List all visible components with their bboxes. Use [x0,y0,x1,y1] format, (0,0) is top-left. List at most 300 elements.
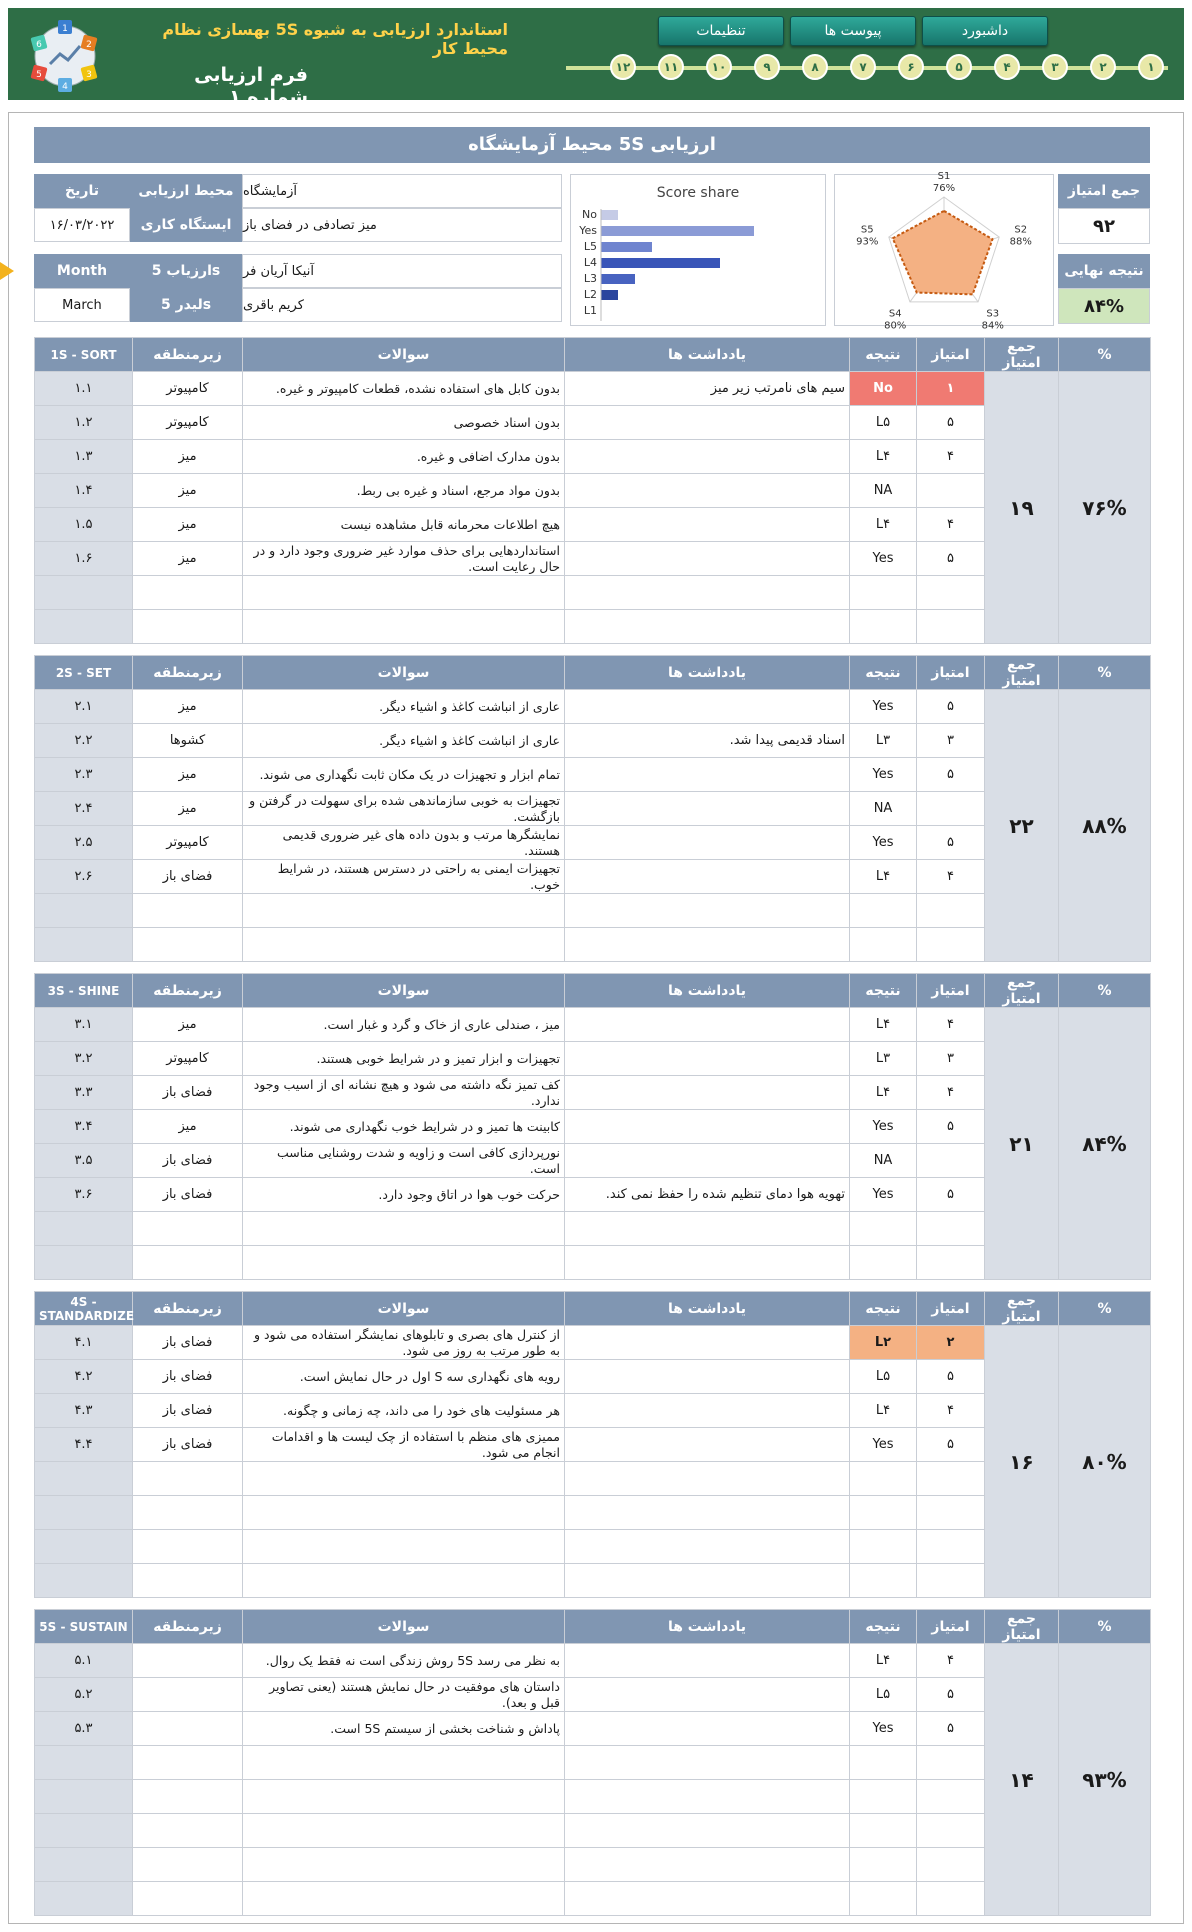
row-note[interactable] [565,610,850,644]
leader-value[interactable]: کریم باقری [242,288,562,322]
form-number-button[interactable]: ۲ [1090,54,1116,80]
final-result-value: ۸۴% [1058,288,1150,324]
row-points: ۴ [917,440,985,474]
row-subzone[interactable]: میز [133,1008,243,1042]
row-question [243,610,565,644]
row-index: ۲.۴ [35,792,133,826]
row-result[interactable]: NA [850,1144,917,1178]
row-points: ۴ [917,1008,985,1042]
row-subzone[interactable] [133,1746,243,1780]
row-result[interactable]: L۴ [850,1076,917,1110]
row-result[interactable]: L۴ [850,1644,917,1678]
form-number-button[interactable]: ۶ [898,54,924,80]
row-index: ۳.۶ [35,1178,133,1212]
row-result[interactable]: No [850,372,917,406]
table-row [35,1814,1151,1848]
logo-num: 1 [62,24,68,34]
table-row [35,406,1151,440]
row-result[interactable] [850,576,917,610]
row-question [243,1530,565,1564]
row-note[interactable]: تهویه هوا دمای تنظیم شده را حفظ نمی کند. [565,1178,850,1212]
col-subzone: زیرمنطقه [133,974,243,1008]
row-question: تجهیزات به خوبی سازماندهی شده برای سهولت در گرفتن و بازگشت. [243,792,565,826]
row-question [243,1496,565,1530]
row-index: ۲.۱ [35,690,133,724]
row-subzone[interactable] [133,1814,243,1848]
score-share-bar [601,290,618,300]
table-row [35,1212,1151,1246]
row-question [243,894,565,928]
table-row [35,894,1151,928]
form-number-button[interactable]: ۳ [1042,54,1068,80]
row-note[interactable] [565,1496,850,1530]
row-result[interactable] [850,928,917,962]
row-subzone[interactable] [133,1848,243,1882]
score-share-tick-label: L3 [583,272,597,285]
score-share-bar [601,210,618,220]
row-subzone[interactable]: میز [133,1110,243,1144]
row-subzone[interactable]: فضای باز [133,1394,243,1428]
row-index [35,1882,133,1916]
table-row [35,1678,1151,1712]
row-note[interactable] [565,928,850,962]
row-note[interactable] [565,1882,850,1916]
dashboard-button[interactable]: داشبورد [922,16,1048,46]
row-subzone[interactable]: فضای باز [133,1326,243,1360]
row-subzone[interactable] [133,1530,243,1564]
row-result[interactable]: L۵ [850,1360,917,1394]
row-points [917,1144,985,1178]
col-points: امتیاز [917,974,985,1008]
radar-value-label: 84% [981,320,1004,332]
col-percent: % [1059,974,1151,1008]
col-questions: سوالات [243,1610,565,1644]
row-note[interactable] [565,1848,850,1882]
col-subzone: زیرمنطقه [133,656,243,690]
row-subzone[interactable]: کامپیوتر [133,372,243,406]
col-total: جمع امتیاز [985,974,1059,1008]
date-value[interactable]: ۱۶/۰۳/۲۰۲۲ [34,208,130,242]
row-note[interactable] [565,826,850,860]
row-note[interactable] [565,1712,850,1746]
row-result[interactable]: Yes [850,758,917,792]
row-points [917,474,985,508]
row-subzone[interactable]: میز [133,690,243,724]
row-question: کف تمیز نگه داشته می شود و هیچ نشانه ای از اسیب وجود ندارد. [243,1076,565,1110]
row-note[interactable] [565,1326,850,1360]
row-subzone[interactable] [133,610,243,644]
row-points: ۵ [917,826,985,860]
col-points: امتیاز [917,1292,985,1326]
logo-num: 3 [86,70,92,80]
row-note[interactable] [565,406,850,440]
row-note[interactable] [565,1678,850,1712]
col-result: نتیجه [850,338,917,372]
row-question: از کنترل های بصری و تابلوهای نمایشگر استفاده می شود و به طور مرتب به روز می شود. [243,1326,565,1360]
table-row [35,1042,1151,1076]
table-row [35,1246,1151,1280]
row-subzone[interactable] [133,1462,243,1496]
row-note[interactable] [565,474,850,508]
row-note[interactable] [565,1462,850,1496]
form-number-button[interactable]: ۵ [946,54,972,80]
col-total: جمع امتیاز [985,656,1059,690]
row-points [917,1212,985,1246]
row-subzone[interactable] [133,576,243,610]
row-question: تمام ابزار و تجهیزات در یک مکان ثابت نگهداری می شوند. [243,758,565,792]
row-subzone[interactable] [133,1246,243,1280]
table-row [35,792,1151,826]
row-note[interactable] [565,440,850,474]
row-index [35,1462,133,1496]
row-index: ۵.۲ [35,1678,133,1712]
station-value[interactable]: میز تصادفی در فضای باز [242,208,562,242]
row-index [35,576,133,610]
table-row [35,826,1151,860]
row-note[interactable] [565,1564,850,1598]
col-notes: یادداشت ها [565,974,850,1008]
row-subzone[interactable]: میز [133,440,243,474]
row-note[interactable] [565,758,850,792]
env-value[interactable]: آزمایشگاه [242,174,562,208]
row-question: کابینت ها تمیز و در شرایط خوب نگهداری می شوند. [243,1110,565,1144]
row-subzone[interactable] [133,1564,243,1598]
row-note[interactable] [565,576,850,610]
row-points: ۵ [917,1178,985,1212]
row-index [35,1780,133,1814]
row-subzone[interactable] [133,1496,243,1530]
row-subzone[interactable] [133,1644,243,1678]
table-row [35,1008,1151,1042]
row-points: ۳ [917,724,985,758]
row-subzone[interactable] [133,1212,243,1246]
form-number-button[interactable]: ۸ [802,54,828,80]
row-points [917,610,985,644]
row-result[interactable] [850,1462,917,1496]
col-questions: سوالات [243,338,565,372]
row-question [243,1882,565,1916]
row-note[interactable] [565,1110,850,1144]
logo-icon [20,16,110,94]
form-number-button[interactable]: ۱ [1138,54,1164,80]
row-note[interactable] [565,1394,850,1428]
row-subzone[interactable]: فضای باز [133,1428,243,1462]
assessor-label: ارزیاب 5s [130,254,242,288]
table-row [35,508,1151,542]
row-result[interactable]: Yes [850,690,917,724]
row-question: به نظر می رسد 5S روش زندگی است نه فقط یک روال. [243,1644,565,1678]
row-note[interactable] [565,542,850,576]
row-subzone[interactable]: فضای باز [133,1076,243,1110]
score-share-tick-label: Yes [579,224,597,237]
row-index: ۴.۴ [35,1428,133,1462]
row-note[interactable] [565,1428,850,1462]
row-question [243,1780,565,1814]
row-subzone[interactable]: کامپیوتر [133,1042,243,1076]
radar-value-label: 93% [856,236,879,248]
row-note[interactable] [565,1746,850,1780]
row-result[interactable]: L۴ [850,508,917,542]
row-result[interactable]: Yes [850,1428,917,1462]
row-index: ۱.۱ [35,372,133,406]
row-question: داستان های موفقیت در حال نمایش هستند (یعنی تصاویر قبل و بعد). [243,1678,565,1712]
row-question: پاداش و شناخت بخشی از سیستم 5S است. [243,1712,565,1746]
radar-value-label: 76% [932,183,956,194]
row-points: ۵ [917,1428,985,1462]
row-note[interactable] [565,1042,850,1076]
row-question: تجهیزات و ابزار تمیز و در شرایط خوبی هستند. [243,1042,565,1076]
row-note[interactable] [565,690,850,724]
row-question: حرکت خوب هوا در اتاق وجود دارد. [243,1178,565,1212]
score-share-tick-label: L1 [583,304,597,317]
row-index [35,1746,133,1780]
form-number-button[interactable]: ۱۱ [658,54,684,80]
score-share-plot [571,175,825,325]
row-subzone[interactable]: میز [133,542,243,576]
row-result[interactable] [850,1212,917,1246]
page-banner: ارزیابی 5S محیط آزمایشگاه [34,127,1150,163]
section-percent: ۸۴% [1059,1008,1151,1280]
row-note[interactable] [565,1530,850,1564]
form-number-button[interactable]: ۹ [754,54,780,80]
form-number-button[interactable]: ۴ [994,54,1020,80]
row-note[interactable] [565,508,850,542]
form-number-button[interactable]: ۷ [850,54,876,80]
row-points: ۴ [917,1394,985,1428]
row-subzone[interactable]: کامپیوتر [133,406,243,440]
row-points: ۵ [917,1678,985,1712]
form-number-button[interactable]: ۱۲ [610,54,636,80]
row-result[interactable]: NA [850,474,917,508]
row-index [35,1564,133,1598]
table-row [35,1076,1151,1110]
row-index: ۱.۲ [35,406,133,440]
table-row [35,928,1151,962]
score-share-bar [601,258,720,268]
row-points [917,1246,985,1280]
col-points: امتیاز [917,656,985,690]
row-result[interactable]: Yes [850,1712,917,1746]
row-subzone[interactable]: میز [133,758,243,792]
total-score-value: ۹۲ [1058,208,1150,244]
row-index: ۱.۳ [35,440,133,474]
row-result[interactable] [850,1564,917,1598]
col-percent: % [1059,656,1151,690]
form-title: فرم ارزیابی شماره ۱ [194,64,308,108]
row-subzone[interactable]: فضای باز [133,1360,243,1394]
row-result[interactable]: Yes [850,542,917,576]
logo-num: 5 [36,70,42,80]
col-subzone: زیرمنطقه [133,1292,243,1326]
row-note[interactable] [565,1780,850,1814]
row-note[interactable] [565,860,850,894]
row-note[interactable] [565,894,850,928]
total-score-label: جمع امتیاز [1058,174,1150,208]
row-result[interactable]: L۳ [850,1042,917,1076]
row-question: هر مسئولیت های خود را می داند، چه زمانی و چگونه. [243,1394,565,1428]
row-result[interactable]: L۵ [850,406,917,440]
col-total: جمع امتیاز [985,1610,1059,1644]
row-question: هیچ اطلاعات محرمانه قابل مشاهده نیست [243,508,565,542]
col-percent: % [1059,338,1151,372]
row-points: ۴ [917,1076,985,1110]
table-row [35,1746,1151,1780]
row-note[interactable] [565,1814,850,1848]
row-points: ۳ [917,1042,985,1076]
row-result[interactable]: L۲ [850,1326,917,1360]
col-questions: سوالات [243,656,565,690]
row-result[interactable] [850,1882,917,1916]
col-notes: یادداشت ها [565,1292,850,1326]
month-label: Month [34,254,130,288]
row-question: تجهیزات ایمنی به راحتی در دسترس هستند، در شرایط خوب. [243,860,565,894]
row-result[interactable] [850,1530,917,1564]
row-points [917,1564,985,1598]
row-result[interactable]: Yes [850,1178,917,1212]
row-index [35,1848,133,1882]
final-result-label: نتیجه نهایی [1058,254,1150,288]
row-note[interactable]: اسناد قدیمی پیدا شد. [565,724,850,758]
row-question [243,1848,565,1882]
row-result[interactable] [850,1246,917,1280]
row-points: ۵ [917,542,985,576]
radar-axis-label: S1 [937,171,951,182]
row-result[interactable]: L۳ [850,724,917,758]
row-note[interactable] [565,1008,850,1042]
row-question [243,1246,565,1280]
row-result[interactable]: NA [850,792,917,826]
row-note[interactable]: سیم های نامرتب زیر میز [565,372,850,406]
section-code: 1S - SORT [35,338,133,372]
row-index: ۲.۵ [35,826,133,860]
row-note[interactable] [565,1076,850,1110]
row-index [35,610,133,644]
row-question: بدون مدارک اضافی و غیره. [243,440,565,474]
row-points [917,1848,985,1882]
row-points: ۵ [917,1712,985,1746]
row-subzone[interactable]: فضای باز [133,1178,243,1212]
row-result[interactable] [850,894,917,928]
row-note[interactable] [565,1644,850,1678]
row-result[interactable]: L۴ [850,1394,917,1428]
row-points: ۴ [917,508,985,542]
row-subzone[interactable] [133,1712,243,1746]
row-points: ۵ [917,690,985,724]
form-number-nav [566,52,1168,92]
radar-axis-label: S4 [888,308,902,320]
month-value[interactable]: March [34,288,130,322]
table-row [35,542,1151,576]
row-note[interactable] [565,1360,850,1394]
row-subzone[interactable]: کشوها [133,724,243,758]
table-row [35,1848,1151,1882]
col-notes: یادداشت ها [565,656,850,690]
row-index: ۳.۵ [35,1144,133,1178]
section-table [34,655,1151,962]
score-share-tick-label: L4 [583,256,597,269]
row-result[interactable] [850,1496,917,1530]
row-subzone[interactable] [133,1678,243,1712]
table-row [35,1712,1151,1746]
row-note[interactable] [565,792,850,826]
row-note[interactable] [565,1212,850,1246]
row-subzone[interactable] [133,1780,243,1814]
row-points [917,1814,985,1848]
attachments-button[interactable]: پیوست ها [790,16,916,46]
row-result[interactable]: Yes [850,1110,917,1144]
row-subzone[interactable] [133,1882,243,1916]
section-code: 2S - SET [35,656,133,690]
row-subzone[interactable] [133,894,243,928]
row-points: ۴ [917,860,985,894]
row-note[interactable] [565,1144,850,1178]
col-subzone: زیرمنطقه [133,1610,243,1644]
row-result[interactable]: L۴ [850,440,917,474]
row-result[interactable] [850,1746,917,1780]
col-result: نتیجه [850,1610,917,1644]
section-code: 4S - STANDARDIZE [35,1292,133,1326]
row-question: بدون اسناد خصوصی [243,406,565,440]
col-result: نتیجه [850,1292,917,1326]
row-question [243,1564,565,1598]
col-percent: % [1059,1610,1151,1644]
table-row [35,1496,1151,1530]
radar-value-label: 88% [1009,236,1032,248]
row-subzone[interactable]: فضای باز [133,860,243,894]
form-number-button[interactable]: ۱۰ [706,54,732,80]
row-index: ۱.۶ [35,542,133,576]
row-subzone[interactable]: میز [133,508,243,542]
row-subzone[interactable]: میز [133,792,243,826]
row-result[interactable]: L۴ [850,1008,917,1042]
assessor-value[interactable]: آنیکا آریان فر [242,254,562,288]
row-subzone[interactable]: میز [133,474,243,508]
row-note[interactable] [565,1246,850,1280]
row-result[interactable] [850,610,917,644]
row-result[interactable] [850,1848,917,1882]
section-total: ۲۲ [985,690,1059,962]
row-subzone[interactable]: فضای باز [133,1144,243,1178]
score-share-bar [601,242,652,252]
logo-num: 6 [36,40,42,50]
row-result[interactable]: Yes [850,826,917,860]
row-points [917,1462,985,1496]
settings-button[interactable]: تنظیمات [658,16,784,46]
row-index: ۵.۳ [35,1712,133,1746]
row-result[interactable]: L۴ [850,860,917,894]
row-question [243,576,565,610]
radar-axis-label: S2 [1014,224,1028,236]
row-result[interactable]: L۵ [850,1678,917,1712]
row-index: ۲.۳ [35,758,133,792]
row-result[interactable] [850,1814,917,1848]
row-result[interactable] [850,1780,917,1814]
row-index: ۲.۶ [35,860,133,894]
row-points [917,576,985,610]
radar-value-label: 80% [884,320,907,332]
radar-axis-label: S5 [860,224,874,236]
row-points: ۵ [917,1110,985,1144]
section-percent: ۷۶% [1059,372,1151,644]
row-question: عاری از انباشت کاغذ و اشیاء دیگر. [243,690,565,724]
row-subzone[interactable]: کامپیوتر [133,826,243,860]
col-questions: سوالات [243,1292,565,1326]
row-index: ۳.۴ [35,1110,133,1144]
col-total: جمع امتیاز [985,338,1059,372]
row-index [35,928,133,962]
radar-axis-label: S3 [986,308,1000,320]
row-subzone[interactable] [133,928,243,962]
